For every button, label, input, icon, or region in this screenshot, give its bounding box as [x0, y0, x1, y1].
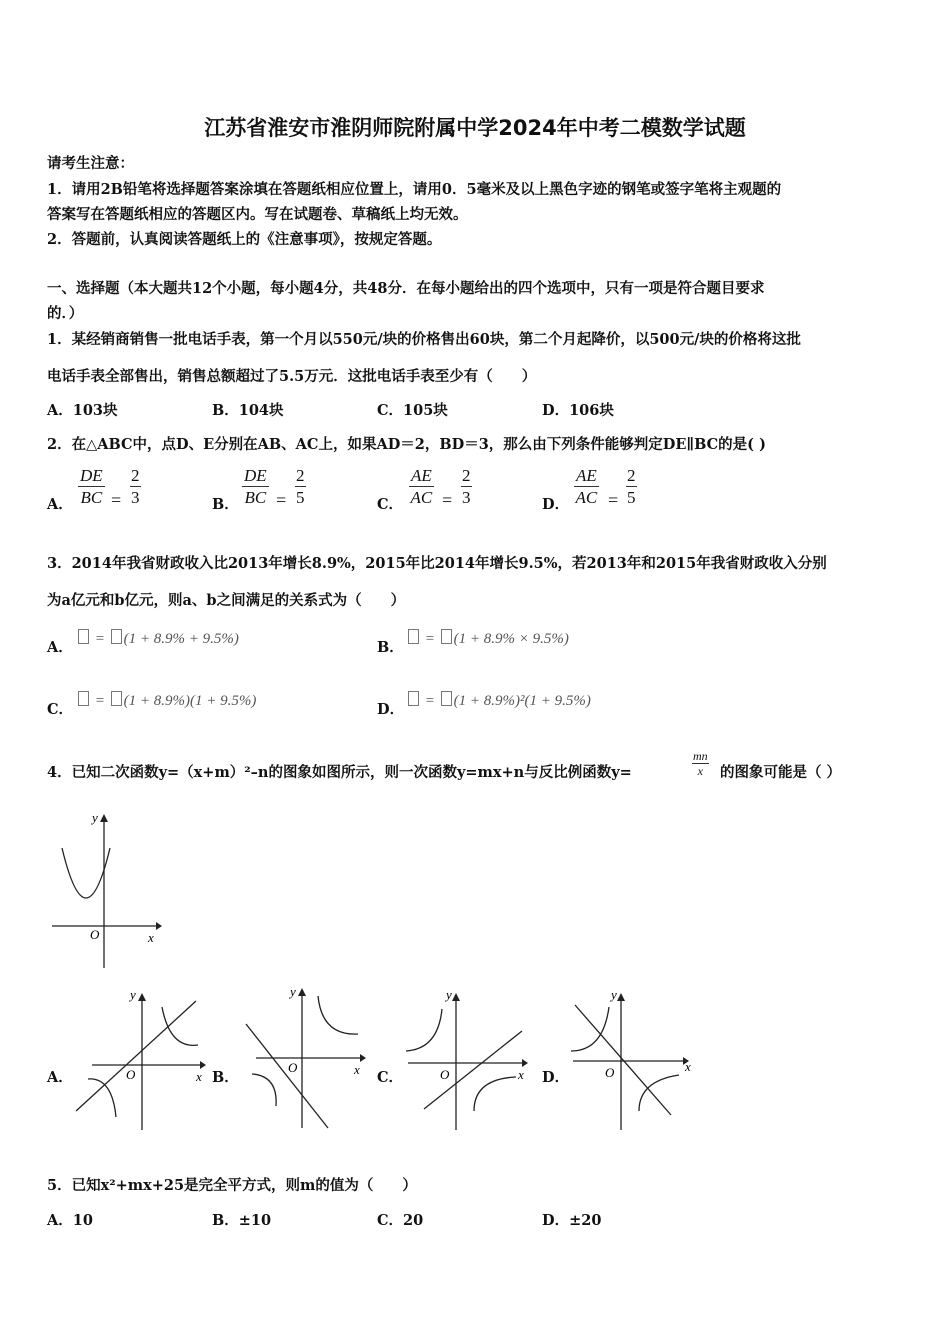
y-arrow-icon — [138, 993, 146, 1001]
hyperbola-branch-2 — [252, 1074, 276, 1106]
q4-option-c-graph[interactable] — [402, 985, 536, 1133]
q3-stem-line-2: 为a亿元和b亿元，则a、b之间满足的关系式为（ ） — [47, 592, 406, 609]
q5-stem: 5．已知x²+mx+25是完全平方式，则m的值为（ ） — [47, 1177, 417, 1194]
y-arrow-icon — [100, 814, 108, 822]
y-axis-label: y — [92, 810, 98, 825]
x-arrow-icon — [156, 922, 162, 930]
q4-parabola-graph — [48, 808, 163, 973]
q4-stem-fraction: $\frac{mn}{x}$ — [693, 749, 708, 778]
q2-d-rhs-fraction: $\frac{2}{5}$ — [627, 466, 636, 507]
svg-text:y: y — [611, 987, 617, 1002]
q3-option-a-label[interactable]: A． — [47, 639, 73, 656]
x-arrow-icon — [522, 1059, 528, 1067]
section-header-line-2: 的．） — [47, 305, 84, 322]
svg-text:O: O — [605, 1065, 615, 1080]
q2-option-b-label[interactable]: B． — [212, 496, 239, 513]
hyperbola-branch-2 — [474, 1077, 516, 1111]
q4-option-a-label[interactable]: A． — [47, 1069, 73, 1086]
q3-option-c-formula: = (1 + 8.9%)(1 + 9.5%) — [76, 691, 256, 710]
y-arrow-icon — [298, 988, 306, 996]
q5-option-a[interactable]: A．10 — [47, 1212, 93, 1229]
hyperbola-branch-1 — [406, 1009, 442, 1051]
q4-option-d-label[interactable]: D． — [542, 1069, 570, 1086]
svg-text:x: x — [354, 1062, 360, 1077]
svg-text:x: x — [518, 1067, 524, 1082]
q4-option-b-label[interactable]: B． — [212, 1069, 239, 1086]
q3-option-d-formula: = (1 + 8.9%)²(1 + 9.5%) — [406, 691, 591, 710]
hyperbola-branch-1 — [318, 996, 358, 1034]
x-arrow-icon — [200, 1061, 206, 1069]
q5-option-c[interactable]: C．20 — [377, 1212, 424, 1229]
q4-stem-a: 4．已知二次函数y=（x+m）²–n的图象如图所示，则一次函数y=mx+n与反比例函数y= — [47, 764, 632, 781]
y-arrow-icon — [452, 993, 460, 1001]
q2-option-d-label[interactable]: D． — [542, 496, 570, 513]
q2-c-rhs-fraction: $\frac{2}{3}$ — [462, 466, 471, 507]
q4-option-b-graph[interactable] — [236, 980, 370, 1130]
q2-b-equals: = — [276, 490, 287, 510]
y-arrow-icon — [617, 993, 625, 1001]
q2-c-lhs-fraction: $\frac{AE}{AC}$ — [410, 466, 433, 507]
q4-option-d-graph[interactable] — [567, 985, 701, 1133]
linear-line — [76, 1001, 196, 1111]
svg-text:y: y — [446, 987, 452, 1002]
q2-b-rhs-fraction: $\frac{2}{5}$ — [296, 466, 305, 507]
q2-a-lhs-fraction: $\frac{DE}{BC}$ — [80, 466, 103, 507]
q2-a-equals: = — [111, 490, 122, 510]
hyperbola-branch-2 — [639, 1075, 679, 1111]
section-header-line-1: 一、选择题（本大题共12个小题，每小题4分，共48分．在每小题给出的四个选项中，只有一项是符合题目要求 — [47, 280, 765, 297]
q1-stem-line-2: 电话手表全部售出，销售总额超过了5.5万元．这批电话手表至少有（ ） — [47, 368, 537, 385]
q2-d-equals: = — [608, 490, 619, 510]
q4-option-a-graph[interactable] — [70, 985, 210, 1133]
q1-stem-line-1: 1．某经销商销售一批电话手表，第一个月以550元/块的价格售出60块，第二个月起降价，以500元/块的价格将这批 — [47, 331, 801, 348]
x-arrow-icon — [360, 1054, 366, 1062]
hyperbola-branch-2 — [88, 1079, 116, 1117]
q2-d-lhs-fraction: $\frac{AE}{AC}$ — [575, 466, 598, 507]
svg-text:O: O — [126, 1067, 136, 1082]
q2-c-equals: = — [442, 490, 453, 510]
q2-b-lhs-fraction: $\frac{DE}{BC}$ — [244, 466, 267, 507]
q3-option-c-label[interactable]: C． — [47, 701, 74, 718]
q1-option-c[interactable]: C．105块 — [377, 402, 448, 419]
parabola-curve — [62, 848, 110, 898]
q2-option-a-label[interactable]: A． — [47, 496, 73, 513]
q4-stem-b: 的图象可能是（ ） — [720, 764, 842, 781]
q3-option-a-formula: = (1 + 8.9% + 9.5%) — [76, 629, 239, 648]
notice-line-3: 2．答题前，认真阅读答题纸上的《注意事项》，按规定答题。 — [47, 231, 442, 248]
q5-option-d[interactable]: D．±20 — [542, 1212, 602, 1229]
q1-option-a[interactable]: A．103块 — [47, 402, 118, 419]
q4-option-c-label[interactable]: C． — [377, 1069, 404, 1086]
q3-stem-line-1: 3．2014年我省财政收入比2013年增长8.9%，2015年比2014年增长9.5%，若2013年和2015年我省财政收入分别 — [47, 555, 827, 572]
hyperbola-branch-1 — [571, 1007, 609, 1051]
svg-text:x: x — [196, 1069, 202, 1084]
linear-line — [424, 1031, 522, 1109]
q3-option-d-label[interactable]: D． — [377, 701, 405, 718]
hyperbola-branch-1 — [162, 1007, 198, 1045]
page-title: 江苏省淮安市淮阴师院附属中学2024年中考二模数学试题 — [204, 116, 746, 140]
svg-text:y: y — [130, 987, 136, 1002]
q3-option-b-formula: = (1 + 8.9% × 9.5%) — [406, 629, 569, 648]
svg-text:y: y — [290, 984, 296, 999]
svg-text:x: x — [685, 1059, 691, 1074]
q1-option-b[interactable]: B．104块 — [212, 402, 284, 419]
linear-line — [575, 1005, 671, 1115]
q2-a-rhs-fraction: $\frac{2}{3}$ — [131, 466, 140, 507]
origin-label: O — [90, 927, 100, 942]
svg-text:O: O — [440, 1067, 450, 1082]
notice-heading: 请考生注意： — [47, 155, 134, 172]
q1-option-d[interactable]: D．106块 — [542, 402, 614, 419]
notice-line-2: 答案写在答题纸相应的答题区内。写在试题卷、草稿纸上均无效。 — [47, 206, 468, 223]
notice-line-1: 1．请用2B铅笔将选择题答案涂填在答题纸相应位置上，请用0．5毫米及以上黑色字迹的钢笔或签字笔将主观题的 — [47, 181, 782, 198]
x-axis-label: x — [148, 930, 154, 945]
q5-option-b[interactable]: B．±10 — [212, 1212, 272, 1229]
q2-stem: 2．在△ABC中，点D、E分别在AB、AC上，如果AD＝2，BD＝3，那么由下列条件能够判定DE∥BC的是( ) — [47, 436, 766, 453]
linear-line — [246, 1024, 328, 1128]
q2-option-c-label[interactable]: C． — [377, 496, 404, 513]
q3-option-b-label[interactable]: B． — [377, 639, 404, 656]
svg-text:O: O — [288, 1060, 298, 1075]
